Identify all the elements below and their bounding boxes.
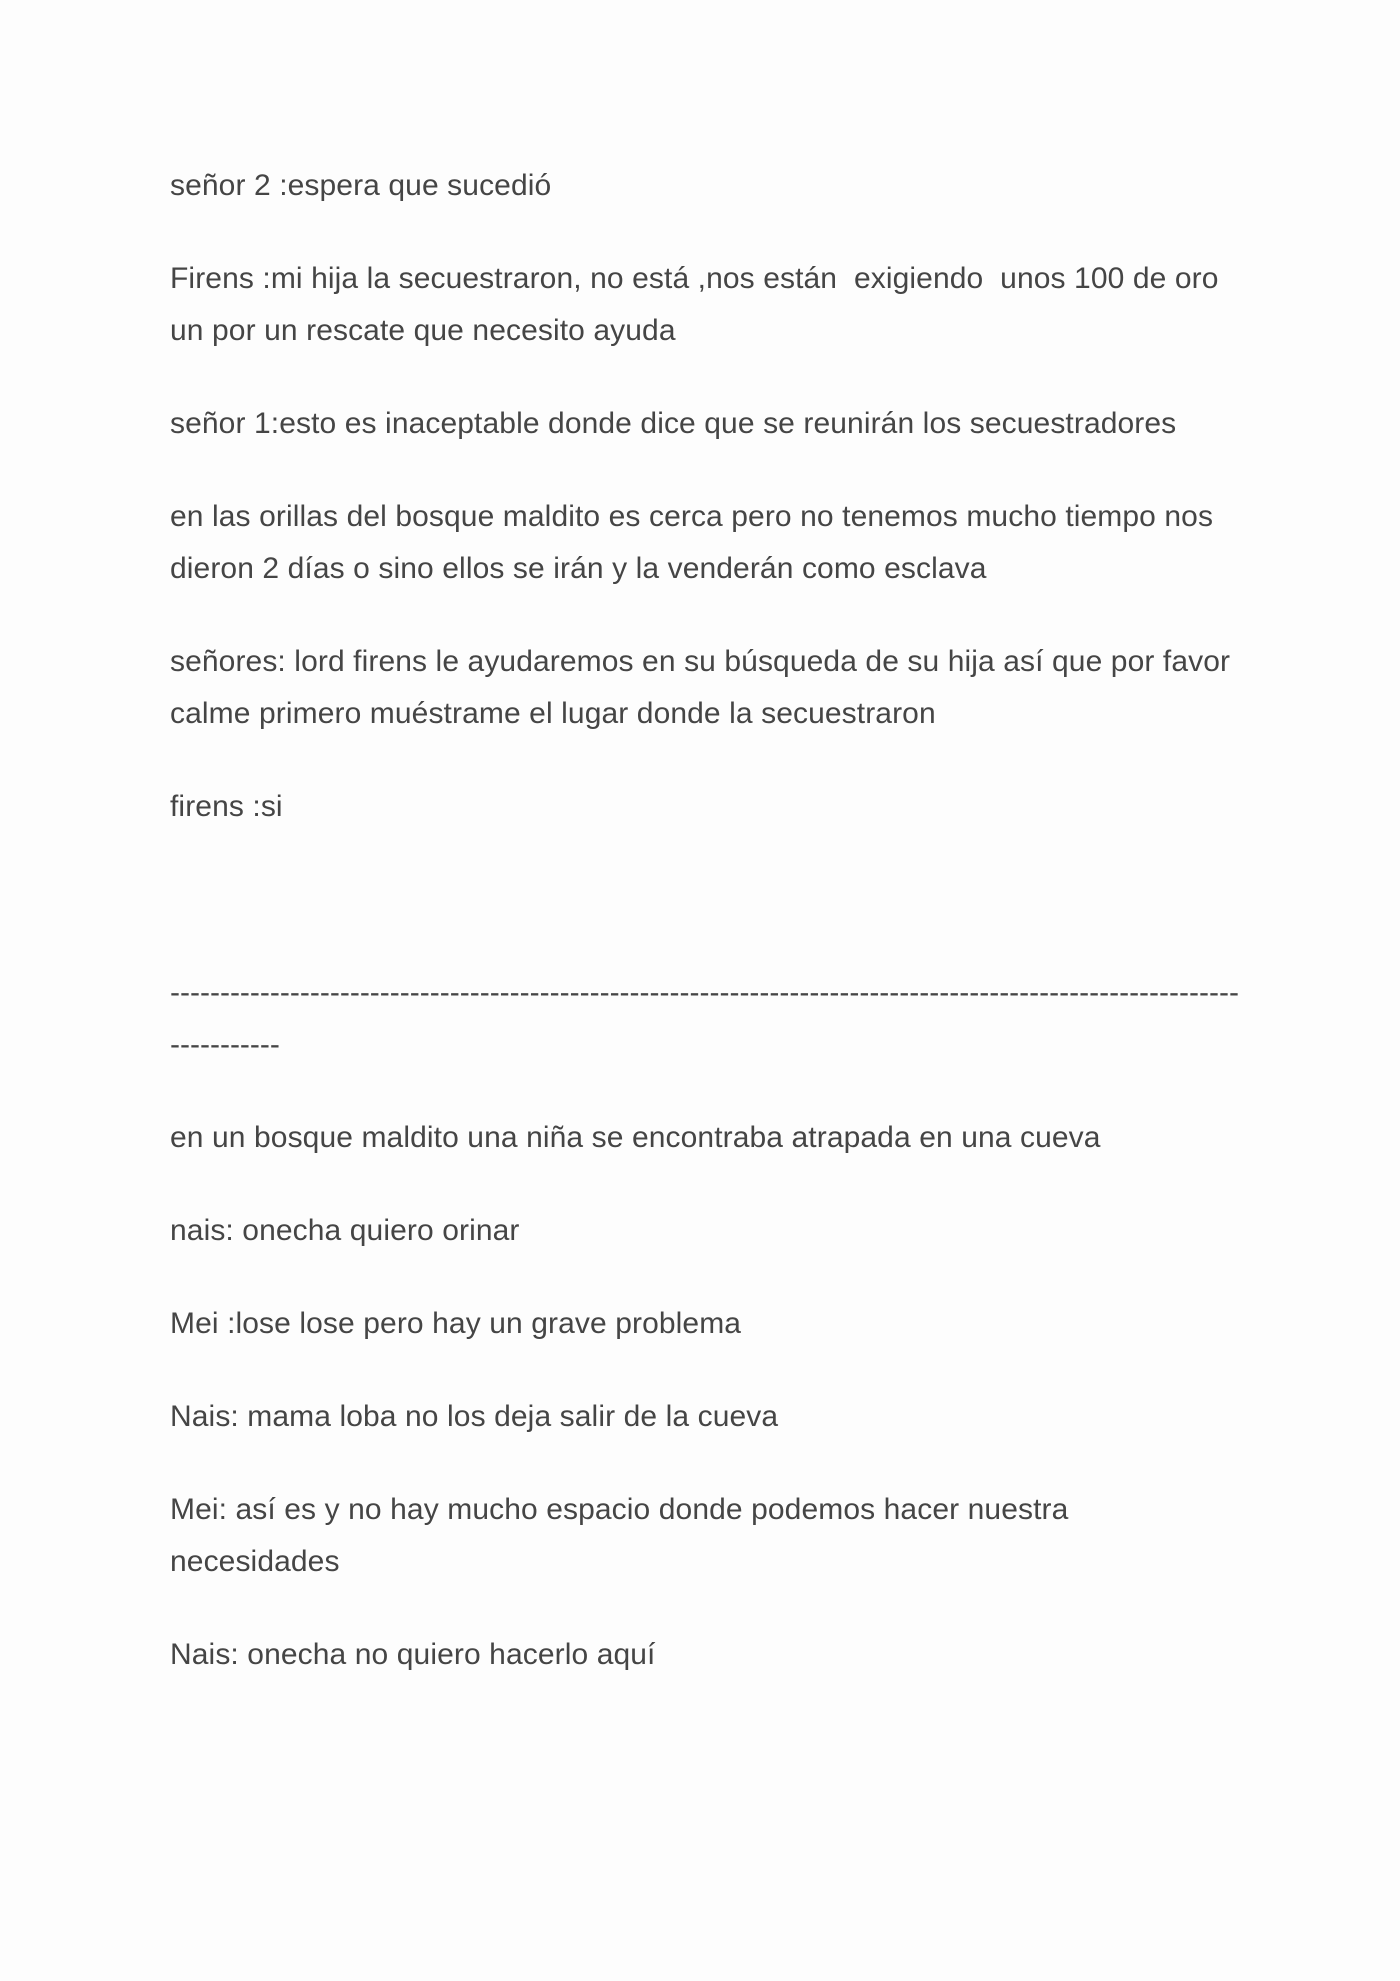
paragraph-nais-3: Nais: onecha no quiero hacerlo aquí bbox=[170, 1638, 656, 1671]
dashed-separator: ---------------------------------------------------------------------------------------------------------------------- bbox=[170, 976, 1239, 1061]
paragraph-senor2: señor 2 :espera que sucedió bbox=[170, 169, 552, 202]
paragraph-narration: en un bosque maldito una niña se encontraba atrapada en una cueva bbox=[170, 1121, 1101, 1154]
paragraph-senor1: señor 1:esto es inaceptable donde dice que se reunirán los secuestradores bbox=[170, 407, 1177, 440]
paragraph-mei-1: Mei :lose lose pero hay un grave problema bbox=[170, 1307, 742, 1340]
paragraph-nais-1: nais: onecha quiero orinar bbox=[170, 1214, 520, 1247]
paragraph-senores: señores: lord firens le ayudaremos en su búsqueda de su hija así que por favor calme primero muéstrame el lugar donde la secuestraron bbox=[170, 645, 1239, 730]
paragraph-forest-location: en las orillas del bosque maldito es cerca pero no tenemos mucho tiempo nos dieron 2 días o sino ellos se irán y la venderán como esclava bbox=[170, 500, 1222, 585]
paragraph-mei-2: Mei: así es y no hay mucho espacio donde podemos hacer nuestra necesidades bbox=[170, 1493, 1077, 1578]
paragraph-firens-plea: Firens :mi hija la secuestraron, no está ,nos están exigiendo unos 100 de oro un por un rescate que necesito ayuda bbox=[170, 262, 1227, 347]
paragraph-nais-2: Nais: mama loba no los deja salir de la cueva bbox=[170, 1400, 779, 1433]
paragraph-firens-si: firens :si bbox=[170, 790, 283, 823]
section-spacer bbox=[170, 874, 1240, 967]
document-body bbox=[170, 160, 1240, 1722]
